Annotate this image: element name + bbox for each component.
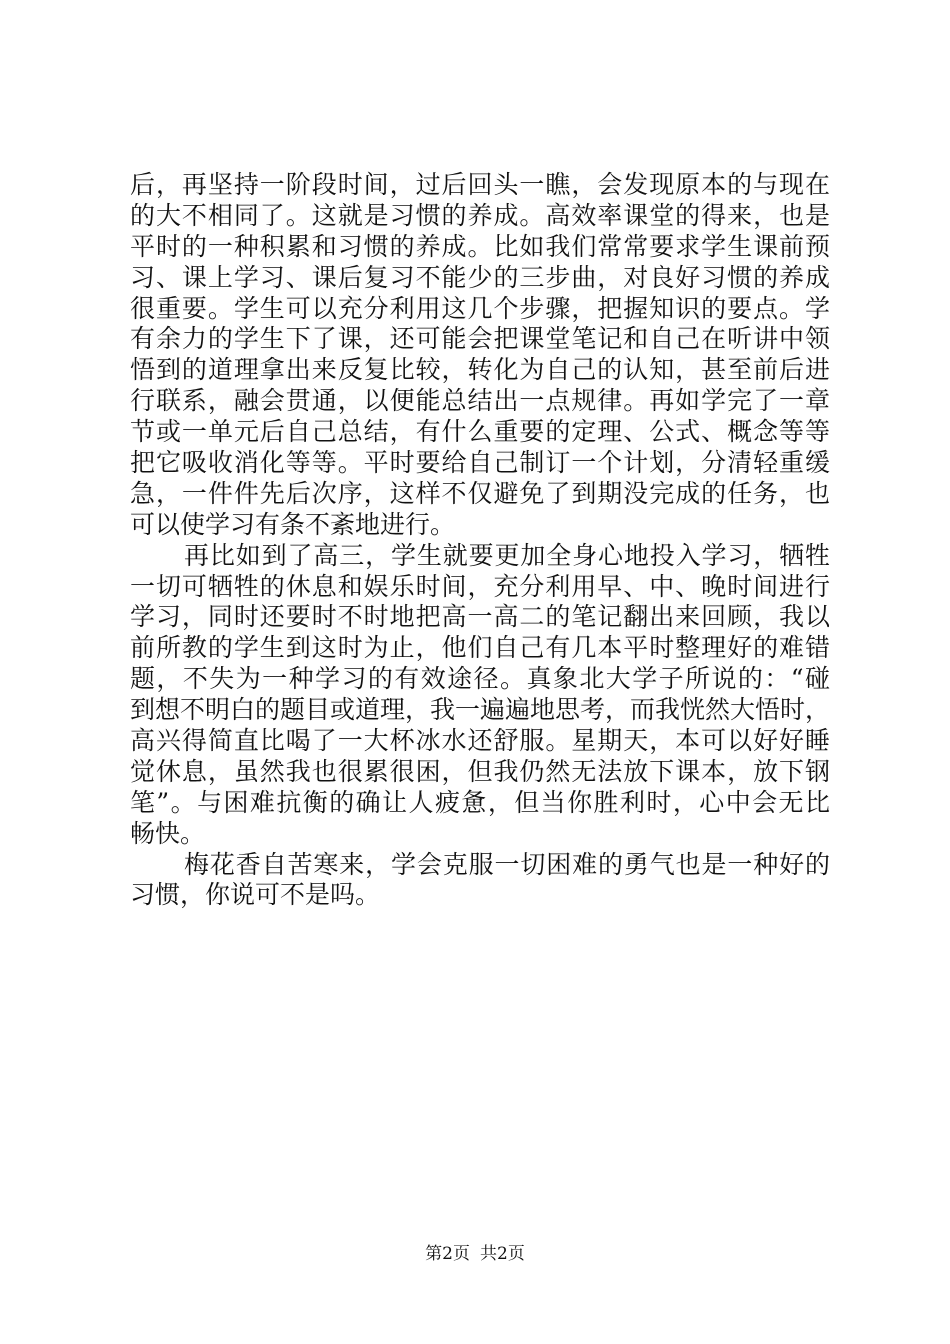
text-line: 后，再坚持一阶段时间，过后回头一瞧，会发现原本的与现在 [130,170,830,199]
text-line: 到想不明白的题目或道理，我一遍遍地思考，而我恍然大悟时， [130,695,831,725]
text-line: 可以使学习有条不紊地进行。 [130,509,456,539]
text-line: 一切可牺牲的休息和娱乐时间，充分利用早、中、晚时间进行 [130,571,830,601]
text-line: 学习，同时还要时不时地把高一高二的笔记翻出来回顾，我以 [130,602,830,632]
document-body [130,170,830,911]
text-line: 把它吸收消化等等。平时要给自己制订一个计划，分清轻重缓 [130,448,830,478]
page-number: 第2页 [425,1244,470,1264]
text-line: 节或一单元后自己总结，有什么重要的定理、公式、概念等等 [130,417,830,447]
text-line: 的大不相同了。这就是习惯的养成。高效率课堂的得来，也是 [130,200,830,230]
paragraph-start-line: 再比如到了高三，学生就要更加全身心地投入学习，牺牲 [184,540,830,570]
text-line: 前所教的学生到这时为止，他们自己有几本平时整理好的难错 [130,633,830,663]
text-line: 急，一件件先后次序，这样不仅避免了到期没完成的任务，也 [130,478,830,508]
page-footer [0,1243,950,1265]
text-line: 题，不失为一种学习的有效途径。真象北大学子所说的：“碰 [130,664,830,694]
text-line: 觉休息，虽然我也很累很困，但我仍然无法放下课本，放下钢 [130,756,830,786]
text-line: 笔”。与困难抗衡的确让人疲惫，但当你胜利时，心中会无比 [130,787,830,817]
text-line: 畅快。 [130,818,206,848]
paragraph-start-line: 梅花香自苦寒来，学会克服一切困难的勇气也是一种好的 [184,849,830,879]
text-line: 行联系，融会贯通，以便能总结出一点规律。再如学完了一章 [130,386,830,416]
page-total: 共2页 [480,1244,525,1264]
text-line: 悟到的道理拿出来反复比较，转化为自己的认知，甚至前后进 [130,355,830,385]
text-line: 高兴得简直比喝了一大杯冰水还舒服。星期天，本可以好好睡 [130,726,830,756]
text-line: 有余力的学生下了课，还可能会把课堂笔记和自己在听讲中领 [130,324,830,354]
text-line: 习惯，你说可不是吗。 [130,880,381,910]
text-line: 平时的一种积累和习惯的养成。比如我们常常要求学生课前预 [130,231,830,261]
text-line: 习、课上学习、课后复习不能少的三步曲，对良好习惯的养成 [130,262,830,292]
text-line: 很重要。学生可以充分利用这几个步骤，把握知识的要点。学 [130,293,830,323]
